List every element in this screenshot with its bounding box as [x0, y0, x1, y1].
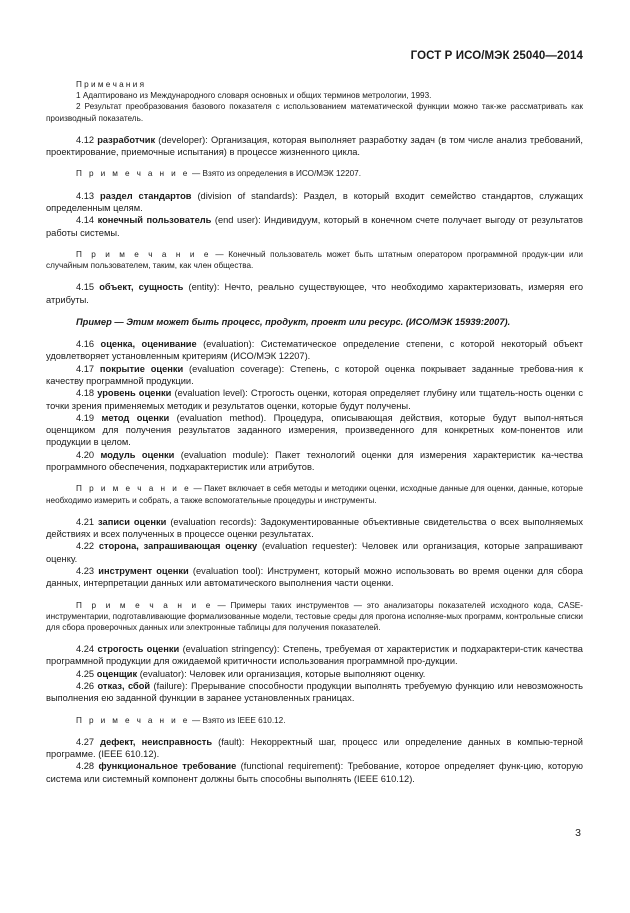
term-4-21: 4.21 записи оценки (evaluation records): Задокументированные объективные свидетельства о всех выполняемых действиях и всех полученных в процессе оценки результатах.: [46, 516, 583, 540]
notes-block: [46, 79, 583, 124]
term-4-23: 4.23 инструмент оценки (evaluation tool): Инструмент, который можно использовать во время оценки для сбора данных, интерпретации данных или автоматического выполнения части оценки.: [46, 565, 583, 589]
page-number: 3: [575, 827, 581, 839]
term-4-13: 4.13 раздел стандартов (division of standards): Раздел, в который входит семейство стандартов, служащих определенным целям.: [46, 190, 584, 213]
term-4-26: 4.26 отказ, сбой (failure): Прерывание способности продукции выполнять требуемую функцию или невозможность выполнения ею заданной функции в заранее установленных границах.: [46, 681, 583, 704]
term-4-25: 4.25 оценщик (evaluator): Человек или организация, которые выполняют оценку.: [76, 668, 426, 679]
note-4-20: П р и м е ч а н и е — Пакет включает в себя методы и методики оценки, исходные данные для оценки, данные, которые необходимо измерить и собрать, а также вспомогательные процедуры и инструменты.: [46, 484, 583, 505]
note-item: 1 Адаптировано из Международного словаря основных и общих терминов метрологии, 1993.: [76, 91, 432, 101]
note-4-26: П р и м е ч а н и е — Взято из IEEE 610.12.: [76, 715, 286, 725]
term-4-28: 4.28 функциональное требование (functional requirement): Требование, которое определяет функ-цию, которую система или системный компонент должны быть способны выполнять (IEEE 610.12).: [46, 761, 583, 784]
term-4-24: 4.24 строгость оценки (evaluation stringency): Степень, требуемая от характеристик и подхарактери-стик качества программной продукции для ожидаемой критичности использования программной про-дукции.: [46, 644, 583, 667]
note-label: П р и м е ч а н и я: [76, 80, 145, 89]
term-4-15: 4.15 объект, сущность (entity): Нечто, реально существующее, что необходимо характеризовать, измеряя его атрибуты.: [46, 282, 583, 305]
term-4-22: 4.22 сторона, запрашивающая оценку (evaluation requester): Человек или организация, которые запрашивают оценку.: [46, 541, 584, 564]
note-item: 2 Результат преобразования базового показателя с использованием математической функции можно так-же рассматривать как производный показатель.: [46, 102, 583, 123]
term-4-19: 4.19 метод оценки (evaluation method). Процедура, описывающая действия, которые будут выпол-няться оценщиком для получения результатов заданного измерения, произведенного для конкретных ком-понентов или продукции в целом.: [46, 412, 583, 448]
page-body: [46, 79, 583, 785]
term-4-18: 4.18 уровень оценки (evaluation level): Строгость оценки, которая определяет глубину или тщатель-ность оценки с точки зрения применяемых методик и результатов оценки, которые будут получены.: [46, 388, 583, 411]
note-4-12: П р и м е ч а н и е — Взято из определения в ИСО/МЭК 12207.: [76, 169, 362, 179]
note-4-14: П р и м е ч а н и е — Конечный пользователь может быть штатным оператором программной продук-ции или случайным пользователем, таким, как член общества.: [46, 249, 583, 270]
example-4-15: Пример — Этим может быть процесс, продукт, проект или ресурс. (ИСО/МЭК 15939:2007).: [76, 316, 511, 327]
term-4-16: 4.16 оценка, оценивание (evaluation): Систематическое определение степени, с которой некоторый объект удовлетворяет установленным критериям (ИСО/МЭК 12207).: [46, 339, 583, 362]
term-4-12: 4.12 разработчик (developer): Организация, которая выполняет разработку задач (в том числе анализ требований, проектирование, приемочные испытания) в процессе жизненного цикла.: [46, 134, 583, 158]
term-4-14: 4.14 конечный пользователь (end user): Индивидуум, который в конечном счете получает выгоду от результатов работы системы.: [46, 215, 583, 238]
note-4-23: П р и м е ч а н и е — Примеры таких инструментов — это анализаторы показателей исходного кода, CASE-инструментарии, подготавливающие формализованные модели, тестовые среды для прогона исполняе-мых программ, контрольные списки для сбора проверочных данных или электронные таблицы для получения показателей.: [46, 600, 583, 632]
term-4-20: 4.20 модуль оценки (evaluation module): Пакет технологий оценки для измерения характеристик ка-чества программного обеспечения, подхарактеристик или атрибутов.: [46, 449, 583, 473]
term-4-17: 4.17 покрытие оценки (evaluation coverage): Степень, с которой оценка покрывает заданные требова-ния к качеству программной продукции.: [46, 363, 584, 386]
term-4-27: 4.27 дефект, неисправность (fault): Некорректный шаг, процесс или определение данных в компью-терной программе. (IEEE 610.12).: [46, 736, 583, 760]
document-header: ГОСТ Р ИСО/МЭК 25040—2014: [410, 50, 583, 62]
